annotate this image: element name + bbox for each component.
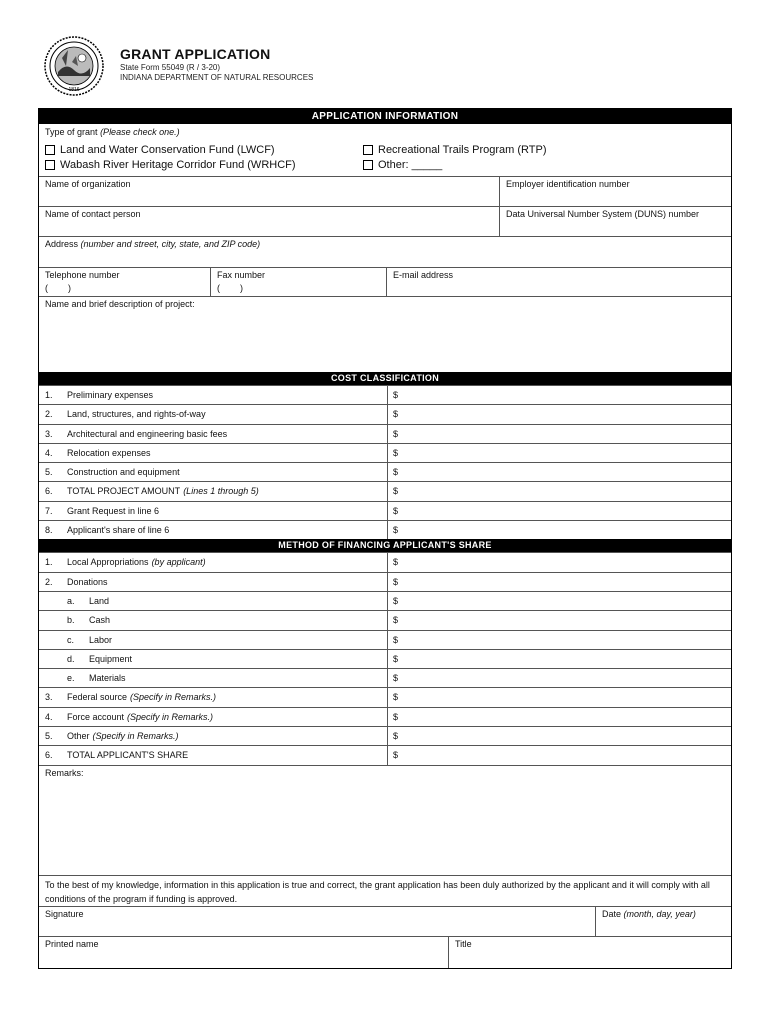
table-row bbox=[39, 462, 731, 481]
row-label bbox=[39, 386, 387, 404]
amount-field[interactable]: $ bbox=[387, 463, 731, 481]
table-row bbox=[39, 404, 731, 423]
amount-field[interactable]: $ bbox=[387, 573, 731, 591]
row-number: 5. bbox=[45, 467, 53, 478]
email-label: E-mail address bbox=[393, 270, 454, 280]
financing-header: METHOD OF FINANCING APPLICANT'S SHARE bbox=[39, 539, 731, 552]
option-other[interactable] bbox=[363, 159, 442, 171]
row-label bbox=[39, 746, 387, 764]
option-rtp[interactable] bbox=[363, 144, 547, 156]
amount-field[interactable]: $ bbox=[387, 405, 731, 423]
row-hint: (by applicant) bbox=[151, 557, 206, 568]
table-row bbox=[39, 572, 731, 591]
type-of-grant-section bbox=[39, 124, 731, 176]
fax-area-code: ( ) bbox=[217, 283, 243, 293]
address-field[interactable] bbox=[39, 237, 731, 267]
checkbox-rtp[interactable] bbox=[363, 145, 373, 155]
signature-label: Signature bbox=[45, 908, 84, 919]
option-wrhcf-label: Wabash River Heritage Corridor Fund (WRHCF) bbox=[60, 159, 296, 171]
row-label bbox=[39, 669, 387, 687]
row-number: 8. bbox=[45, 525, 53, 536]
row-text: TOTAL APPLICANT'S SHARE bbox=[67, 750, 189, 761]
project-description-label: Name and brief description of project: bbox=[45, 299, 195, 309]
row-text: Grant Request in line 6 bbox=[67, 505, 160, 516]
cost-classification-header: COST CLASSIFICATION bbox=[39, 372, 731, 385]
row-text: Relocation expenses bbox=[67, 447, 151, 458]
contact-person-field[interactable] bbox=[39, 207, 499, 236]
type-of-grant-hint: (Please check one.) bbox=[100, 127, 180, 137]
row-number: 2. bbox=[45, 409, 53, 420]
title-field[interactable] bbox=[448, 937, 731, 968]
table-row bbox=[39, 520, 731, 539]
option-lwcf-label: Land and Water Conservation Fund (LWCF) bbox=[60, 144, 275, 156]
amount-field[interactable]: $ bbox=[387, 746, 731, 764]
amount-field[interactable]: $ bbox=[387, 482, 731, 500]
table-row bbox=[39, 668, 731, 687]
table-row bbox=[39, 745, 731, 764]
row-number: 3. bbox=[45, 692, 53, 703]
row-text: Cash bbox=[89, 615, 111, 626]
row-number: 6. bbox=[45, 750, 53, 761]
table-row bbox=[39, 424, 731, 443]
row-text: Applicant's share of line 6 bbox=[67, 525, 170, 536]
table-row bbox=[39, 552, 731, 571]
row-label bbox=[39, 708, 387, 726]
type-of-grant-label: Type of grant bbox=[45, 127, 98, 137]
row-number: d. bbox=[67, 653, 75, 664]
email-field[interactable] bbox=[386, 268, 731, 296]
form-number: State Form 55049 (R / 3-20) bbox=[120, 63, 221, 72]
row-text: Other bbox=[67, 731, 90, 742]
ein-label: Employer identification number bbox=[506, 179, 630, 189]
row-label bbox=[39, 592, 387, 610]
contact-person-label: Name of contact person bbox=[45, 209, 141, 219]
table-row bbox=[39, 630, 731, 649]
row-label bbox=[39, 521, 387, 539]
option-rtp-label: Recreational Trails Program (RTP) bbox=[378, 144, 547, 156]
row-text: Land, structures, and rights-of-way bbox=[67, 409, 206, 420]
row-label bbox=[39, 405, 387, 423]
application-information-header: APPLICATION INFORMATION bbox=[39, 109, 731, 124]
row-text: Materials bbox=[89, 673, 126, 684]
row-number: a. bbox=[67, 595, 75, 606]
row-text: Local Appropriations bbox=[67, 557, 149, 568]
option-lwcf[interactable] bbox=[45, 144, 275, 156]
amount-field[interactable]: $ bbox=[387, 592, 731, 610]
ein-field[interactable] bbox=[499, 177, 731, 206]
row-text: Architectural and engineering basic fees bbox=[67, 428, 228, 439]
organization-name-field[interactable] bbox=[39, 177, 499, 206]
row-label bbox=[39, 425, 387, 443]
amount-field[interactable]: $ bbox=[387, 631, 731, 649]
amount-field[interactable]: $ bbox=[387, 444, 731, 462]
duns-field[interactable] bbox=[499, 207, 731, 236]
amount-field[interactable]: $ bbox=[387, 650, 731, 668]
amount-field[interactable]: $ bbox=[387, 386, 731, 404]
row-text: Federal source bbox=[67, 692, 128, 703]
row-hint: (Specify in Remarks.) bbox=[127, 711, 214, 722]
address-hint: (number and street, city, state, and ZIP code) bbox=[80, 239, 261, 249]
amount-field[interactable]: $ bbox=[387, 611, 731, 629]
row-number: 4. bbox=[45, 447, 53, 458]
svg-text:1816: 1816 bbox=[68, 87, 80, 93]
amount-field[interactable]: $ bbox=[387, 688, 731, 706]
cost-classification-table bbox=[39, 385, 731, 539]
row-text: Construction and equipment bbox=[67, 467, 180, 478]
table-row bbox=[39, 501, 731, 520]
row-label bbox=[39, 553, 387, 571]
row-hint: (Lines 1 through 5) bbox=[183, 486, 259, 497]
telephone-area-code: ( ) bbox=[45, 283, 71, 293]
date-hint: (month, day, year) bbox=[623, 908, 696, 919]
printed-name-label: Printed name bbox=[45, 938, 99, 949]
certification-statement: To the best of my knowledge, information in this application is true and correct, the grant application has been duly authorized by the applicant and it will comply with all conditions of the program if funding is approved. bbox=[45, 879, 710, 905]
telephone-label: Telephone number bbox=[45, 270, 120, 280]
table-row bbox=[39, 591, 731, 610]
row-number: b. bbox=[67, 615, 75, 626]
checkbox-lwcf[interactable] bbox=[45, 145, 55, 155]
signature-field[interactable] bbox=[39, 907, 595, 936]
amount-field[interactable]: $ bbox=[387, 553, 731, 571]
project-description-field[interactable] bbox=[39, 297, 731, 372]
row-number: 5. bbox=[45, 731, 53, 742]
checkbox-other[interactable] bbox=[363, 160, 373, 170]
amount-field[interactable]: $ bbox=[387, 727, 731, 745]
row-text: Equipment bbox=[89, 653, 133, 664]
row-label bbox=[39, 502, 387, 520]
amount-field[interactable]: $ bbox=[387, 521, 731, 539]
table-row bbox=[39, 649, 731, 668]
row-hint: (Specify in Remarks.) bbox=[92, 731, 179, 742]
amount-field[interactable]: $ bbox=[387, 669, 731, 687]
row-label bbox=[39, 573, 387, 591]
address-label: Address bbox=[45, 239, 79, 249]
row-label bbox=[39, 727, 387, 745]
table-row bbox=[39, 481, 731, 500]
financing-table bbox=[39, 552, 731, 764]
option-wrhcf[interactable] bbox=[45, 159, 296, 171]
row-number: c. bbox=[67, 634, 75, 645]
row-number: 7. bbox=[45, 505, 53, 516]
fax-field[interactable] bbox=[210, 268, 386, 296]
date-label: Date bbox=[602, 908, 622, 919]
state-seal-logo bbox=[44, 36, 104, 96]
row-number: 2. bbox=[45, 576, 53, 587]
table-row bbox=[39, 610, 731, 629]
checkbox-wrhcf[interactable] bbox=[45, 160, 55, 170]
row-number: 1. bbox=[45, 390, 53, 400]
row-label bbox=[39, 611, 387, 629]
table-row bbox=[39, 443, 731, 462]
row-text: Force account bbox=[67, 711, 125, 722]
printed-name-field[interactable] bbox=[39, 937, 448, 968]
row-label bbox=[39, 463, 387, 481]
agency-name: INDIANA DEPARTMENT OF NATURAL RESOURCES bbox=[120, 73, 314, 82]
remarks-field[interactable] bbox=[39, 766, 731, 875]
row-number: 1. bbox=[45, 557, 53, 568]
row-number: 3. bbox=[45, 428, 53, 439]
telephone-field[interactable] bbox=[39, 268, 210, 296]
amount-field[interactable]: $ bbox=[387, 708, 731, 726]
row-number: 4. bbox=[45, 711, 53, 722]
row-label bbox=[39, 444, 387, 462]
row-number: e. bbox=[67, 673, 75, 684]
fax-label: Fax number bbox=[217, 270, 266, 280]
row-text: TOTAL PROJECT AMOUNT bbox=[67, 486, 181, 497]
row-text: Donations bbox=[67, 576, 108, 587]
form-title: GRANT APPLICATION bbox=[120, 46, 271, 62]
table-row bbox=[39, 385, 731, 404]
row-number: 6. bbox=[45, 486, 53, 497]
row-hint: (Specify in Remarks.) bbox=[130, 692, 217, 703]
row-label bbox=[39, 631, 387, 649]
row-text: Preliminary expenses bbox=[67, 390, 154, 400]
amount-field[interactable]: $ bbox=[387, 502, 731, 520]
duns-label: Data Universal Number System (DUNS) number bbox=[506, 209, 700, 219]
row-label bbox=[39, 650, 387, 668]
option-other-label: Other: _____ bbox=[378, 159, 443, 171]
table-row bbox=[39, 707, 731, 726]
grant-application-form bbox=[38, 108, 732, 969]
row-label bbox=[39, 482, 387, 500]
row-label bbox=[39, 688, 387, 706]
remarks-label: Remarks: bbox=[45, 767, 84, 778]
row-text: Land bbox=[89, 595, 110, 606]
organization-name-label: Name of organization bbox=[45, 179, 131, 189]
date-field[interactable] bbox=[595, 907, 731, 936]
table-row bbox=[39, 726, 731, 745]
title-label: Title bbox=[455, 938, 472, 949]
amount-field[interactable]: $ bbox=[387, 425, 731, 443]
table-row bbox=[39, 687, 731, 706]
row-text: Labor bbox=[89, 634, 113, 645]
